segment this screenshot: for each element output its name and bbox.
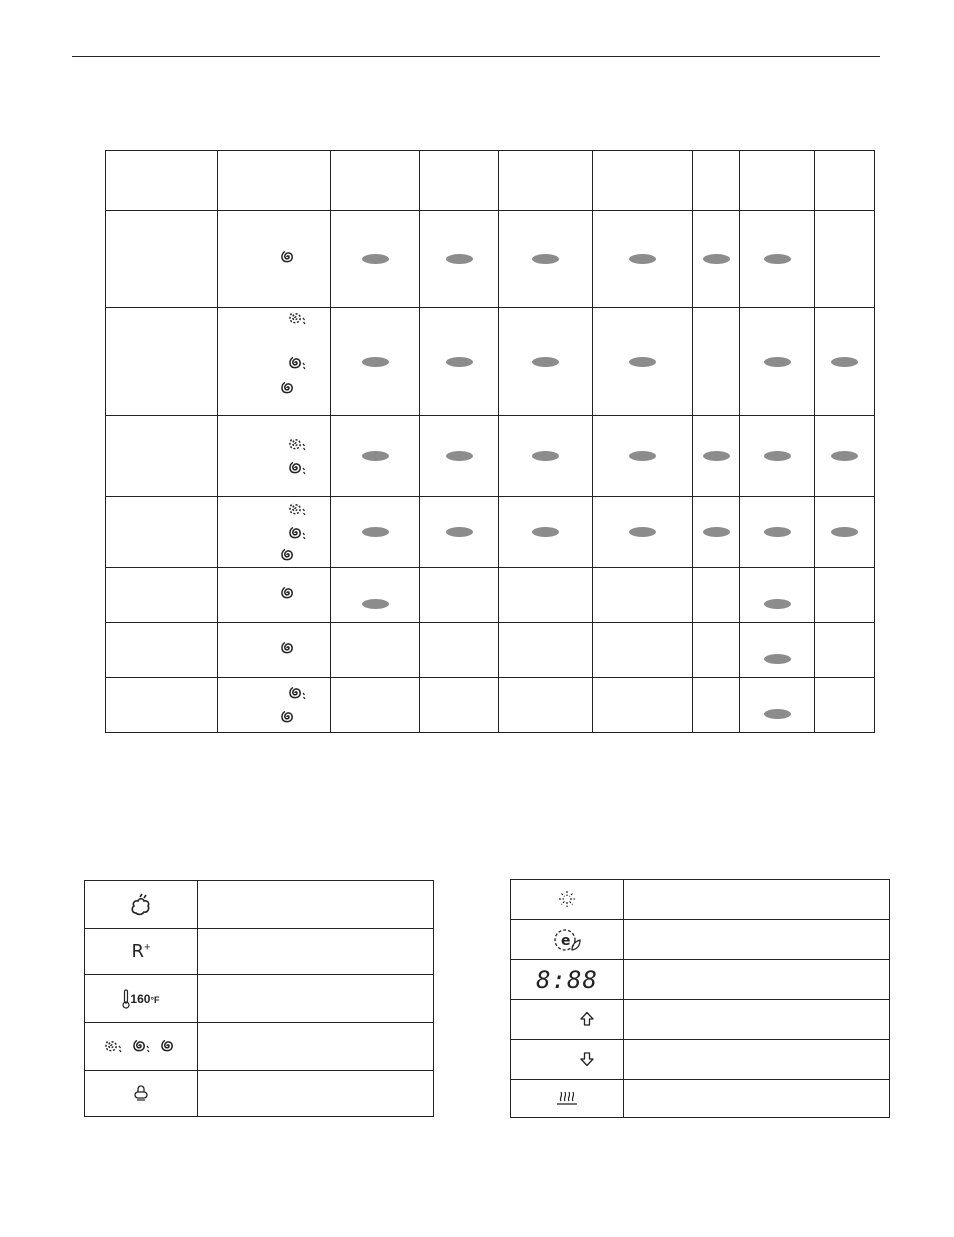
eco-letter: e: [561, 932, 571, 949]
option-availability-cell: [815, 497, 875, 568]
option-availability-cell: [499, 497, 593, 568]
option-availability-cell: [740, 497, 815, 568]
option-availability-cell: [331, 678, 420, 733]
option-availability-cell: [331, 308, 420, 416]
rinse-plus-icon: [85, 929, 198, 975]
eco-leaf-icon: [511, 920, 624, 960]
legend-description: [624, 880, 890, 920]
option-availability-cell: [693, 568, 740, 623]
program-name-cell: [106, 308, 218, 416]
digital-display-icon: [511, 960, 624, 1000]
legend-description: [624, 1000, 890, 1040]
option-availability-cell: [740, 416, 815, 497]
option-availability-cell: [815, 211, 875, 308]
option-availability-cell: [593, 416, 693, 497]
availability-mark: [362, 254, 389, 264]
availability-mark: [362, 451, 389, 461]
legend-table-right: [510, 879, 890, 1118]
availability-mark: [629, 451, 656, 461]
availability-mark: [446, 451, 473, 461]
spiral-heavy-icon: [278, 379, 306, 397]
legend-table-left: [84, 880, 434, 1117]
availability-mark: [446, 527, 473, 537]
header-cell: [420, 151, 499, 211]
soil-level-icons: [85, 1023, 198, 1071]
availability-mark: [362, 527, 389, 537]
availability-mark: [532, 254, 559, 264]
option-availability-cell: [693, 497, 740, 568]
option-availability-cell: [499, 568, 593, 623]
legend-row: [85, 1071, 434, 1117]
rinse-plus-label: R: [131, 941, 145, 962]
option-availability-cell: [815, 416, 875, 497]
soil-level-cell: [218, 497, 331, 568]
availability-mark: [764, 709, 791, 719]
header-cell: [593, 151, 693, 211]
option-availability-cell: [740, 308, 815, 416]
legend-description: [198, 1023, 434, 1071]
option-availability-cell: [693, 308, 740, 416]
soil-level-cell: [218, 568, 331, 623]
spiral-normal-icon: [286, 524, 314, 542]
spiral-heavy-icon: [158, 1038, 180, 1055]
header-cell: [815, 151, 875, 211]
option-availability-cell: [740, 623, 815, 678]
option-availability-cell: [593, 678, 693, 733]
spiral-light-icon: [102, 1038, 124, 1055]
legend-row: [511, 960, 890, 1000]
legend-description: [198, 1071, 434, 1117]
soil-level-cell: [218, 623, 331, 678]
option-availability-cell: [331, 623, 420, 678]
table-row: [106, 308, 875, 416]
program-name-cell: [106, 211, 218, 308]
table-header-row: [106, 151, 875, 211]
spiral-normal-icon: [286, 459, 314, 477]
legend-row: [511, 1000, 890, 1040]
program-name-cell: [106, 623, 218, 678]
availability-mark: [831, 527, 858, 537]
availability-mark: [629, 357, 656, 367]
table-row: [106, 497, 875, 568]
option-availability-cell: [420, 211, 499, 308]
availability-mark: [764, 654, 791, 664]
program-name-cell: [106, 416, 218, 497]
option-availability-cell: [331, 497, 420, 568]
option-availability-cell: [331, 211, 420, 308]
option-availability-cell: [593, 497, 693, 568]
availability-mark: [362, 599, 389, 609]
spiral-normal-icon: [286, 354, 314, 372]
availability-mark: [446, 254, 473, 264]
option-availability-cell: [593, 623, 693, 678]
spiral-heavy-icon: [278, 639, 306, 657]
spiral-light-icon: [286, 309, 314, 327]
legend-row: [511, 1080, 890, 1118]
header-cell: [106, 151, 218, 211]
option-availability-cell: [420, 623, 499, 678]
spiral-normal-icon: [286, 684, 314, 702]
option-availability-cell: [420, 568, 499, 623]
option-availability-cell: [331, 416, 420, 497]
option-availability-cell: [693, 623, 740, 678]
header-cell: [740, 151, 815, 211]
header-cell: [693, 151, 740, 211]
sanitize-unit: °F: [150, 994, 160, 1005]
spiral-heavy-icon: [278, 248, 306, 266]
availability-mark: [831, 451, 858, 461]
legend-row: [511, 920, 890, 960]
legend-description: [624, 960, 890, 1000]
legend-row: [85, 975, 434, 1023]
option-availability-cell: [740, 568, 815, 623]
option-availability-cell: [420, 497, 499, 568]
soil-level-cell: [218, 416, 331, 497]
availability-mark: [703, 254, 730, 264]
option-availability-cell: [420, 416, 499, 497]
availability-mark: [532, 357, 559, 367]
option-availability-cell: [815, 678, 875, 733]
header-rule: [72, 56, 880, 57]
availability-mark: [764, 254, 791, 264]
option-availability-cell: [740, 211, 815, 308]
option-availability-cell: [740, 678, 815, 733]
table-row: [106, 568, 875, 623]
availability-mark: [703, 527, 730, 537]
availability-mark: [629, 254, 656, 264]
arrow-up-icon: [511, 1000, 624, 1040]
soil-level-cell: [218, 678, 331, 733]
legend-row: [511, 1040, 890, 1080]
legend-row: [85, 881, 434, 929]
option-availability-cell: [420, 678, 499, 733]
legend-row: [85, 929, 434, 975]
rinse-aid-sparkle-icon: [511, 880, 624, 920]
legend-description: [624, 920, 890, 960]
option-availability-cell: [499, 211, 593, 308]
spiral-normal-icon: [130, 1038, 152, 1055]
header-cell: [218, 151, 331, 211]
option-availability-cell: [693, 678, 740, 733]
table-row: [106, 678, 875, 733]
spiral-heavy-icon: [278, 584, 306, 602]
sanitize-thermometer-icon: [85, 975, 198, 1023]
display-digits: 8:88: [536, 965, 598, 994]
legend-description: [624, 1080, 890, 1118]
legend-description: [198, 929, 434, 975]
option-availability-cell: [593, 211, 693, 308]
legend-row: [85, 1023, 434, 1071]
option-availability-cell: [815, 568, 875, 623]
spiral-light-icon: [286, 500, 314, 518]
option-availability-cell: [499, 308, 593, 416]
option-availability-cell: [593, 308, 693, 416]
option-availability-cell: [420, 308, 499, 416]
option-availability-cell: [815, 623, 875, 678]
option-availability-cell: [499, 623, 593, 678]
availability-mark: [764, 451, 791, 461]
availability-mark: [532, 451, 559, 461]
spiral-light-icon: [286, 435, 314, 453]
availability-mark: [831, 357, 858, 367]
program-name-cell: [106, 497, 218, 568]
option-availability-cell: [815, 308, 875, 416]
spiral-heavy-icon: [278, 708, 306, 726]
availability-mark: [532, 527, 559, 537]
availability-mark: [703, 451, 730, 461]
table-row: [106, 211, 875, 308]
option-availability-cell: [331, 568, 420, 623]
cycle-options-table: [105, 150, 875, 733]
header-cell: [499, 151, 593, 211]
steam-icon: [85, 881, 198, 929]
option-availability-cell: [593, 568, 693, 623]
soil-level-cell: [218, 308, 331, 416]
rinse-plus-sup: +: [144, 941, 151, 954]
table-row: [106, 416, 875, 497]
availability-mark: [629, 527, 656, 537]
option-availability-cell: [499, 416, 593, 497]
availability-mark: [764, 357, 791, 367]
availability-mark: [764, 527, 791, 537]
soil-level-cell: [218, 211, 331, 308]
spiral-heavy-icon: [278, 546, 306, 564]
child-lock-icon: [85, 1071, 198, 1117]
legend-row: [511, 880, 890, 920]
table-row: [106, 623, 875, 678]
heated-dry-icon: [511, 1080, 624, 1118]
legend-description: [624, 1040, 890, 1080]
availability-mark: [446, 357, 473, 367]
legend-description: [198, 881, 434, 929]
arrow-down-icon: [511, 1040, 624, 1080]
header-cell: [331, 151, 420, 211]
sanitize-temp: 160: [130, 991, 151, 1006]
availability-mark: [362, 357, 389, 367]
availability-mark: [764, 599, 791, 609]
program-name-cell: [106, 568, 218, 623]
program-name-cell: [106, 678, 218, 733]
legend-description: [198, 975, 434, 1023]
option-availability-cell: [499, 678, 593, 733]
option-availability-cell: [693, 416, 740, 497]
option-availability-cell: [693, 211, 740, 308]
